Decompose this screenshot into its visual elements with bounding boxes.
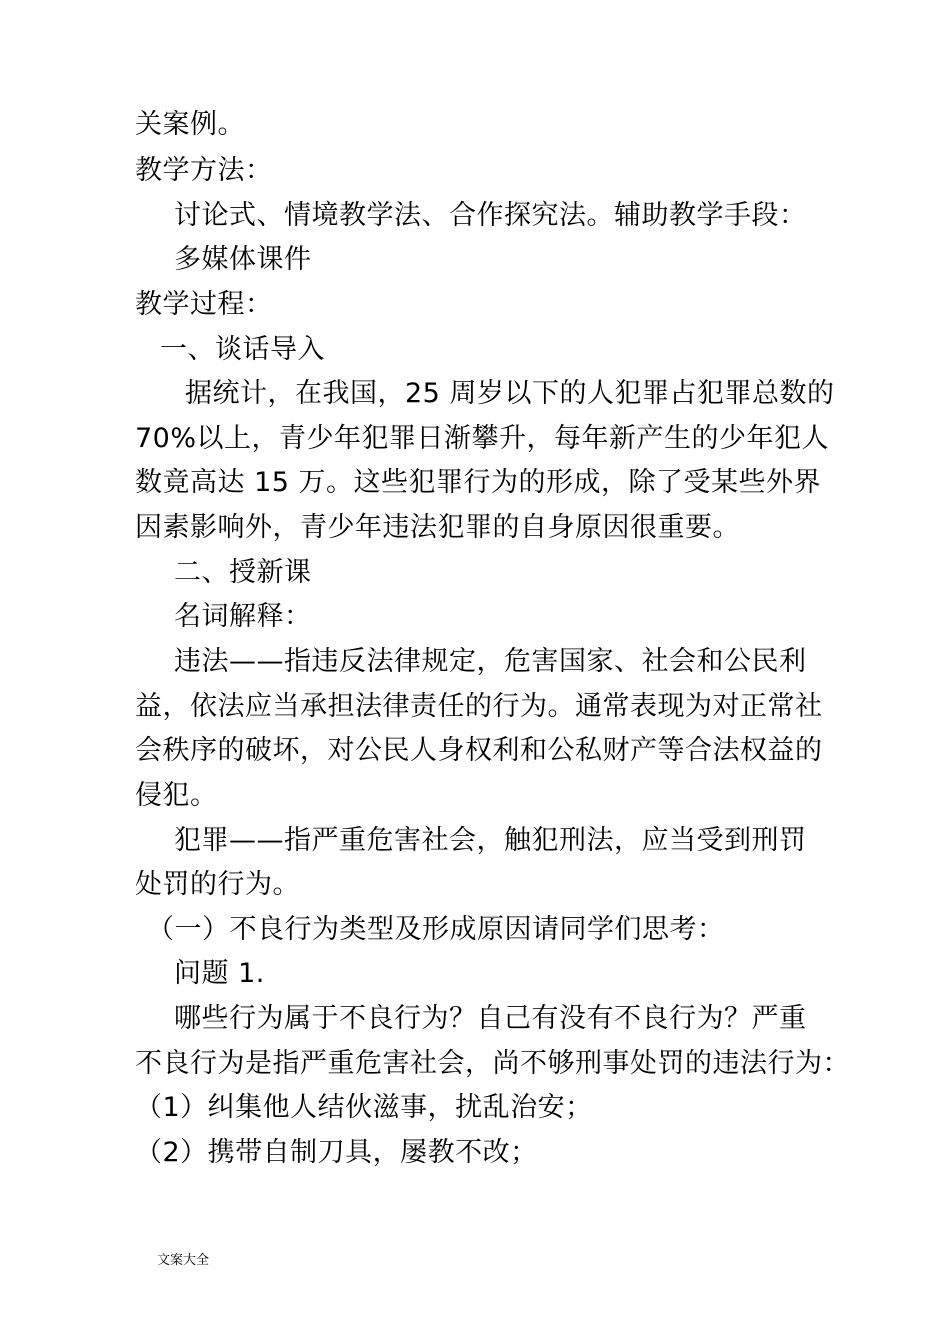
list-item: （2）携带自制刀具，屡教不改；: [135, 1137, 538, 1168]
text-line: 数竟高达 15 万。这些犯罪行为的形成，除了受某些外界: [135, 467, 822, 498]
text-line: 处罚的行为。: [135, 869, 300, 900]
section-heading-teaching-methods: 教学方法：: [135, 155, 273, 186]
text-line: 名词解释：: [174, 601, 312, 632]
page-footer: 文案大全: [157, 1253, 210, 1268]
text-line: 问题 1.: [174, 958, 265, 989]
text-line: （一）不良行为类型及形成原因请同学们思考：: [147, 914, 725, 945]
subsection-heading-new-lesson: 二、授新课: [174, 557, 312, 588]
text-line: 多媒体课件: [174, 244, 312, 275]
text-line: 侵犯。: [135, 780, 218, 811]
subsection-heading-intro: 一、谈话导入: [160, 334, 325, 365]
list-item: （1）纠集他人结伙滋事，扰乱治安；: [135, 1092, 593, 1123]
text-line: 犯罪——指严重危害社会，触犯刑法，应当受到刑罚: [174, 825, 807, 856]
text-line: 益，依法应当承担法律责任的行为。通常表现为对正常社: [135, 691, 823, 722]
text-line: 哪些行为属于不良行为？自己有没有不良行为？严重: [174, 1003, 807, 1034]
text-line: 70%以上，青少年犯罪日渐攀升，每年新产生的少年犯人: [135, 423, 830, 454]
section-heading-teaching-process: 教学过程：: [135, 289, 273, 320]
text-line: 讨论式、情境教学法、合作探究法。辅助教学手段：: [174, 200, 807, 231]
text-line: 不良行为是指严重危害社会，尚不够刑事处罚的违法行为：: [135, 1048, 850, 1079]
text-line: 违法——指违反法律规定，危害国家、社会和公民利: [174, 646, 807, 677]
text-line: 关案例。: [135, 109, 245, 140]
text-line: 会秩序的破坏，对公民人身权利和公私财产等合法权益的: [135, 735, 823, 766]
text-line: 据统计，在我国，25 周岁以下的人犯罪占犯罪总数的: [185, 378, 835, 409]
text-line: 因素影响外，青少年违法犯罪的自身原因很重要。: [135, 512, 740, 543]
